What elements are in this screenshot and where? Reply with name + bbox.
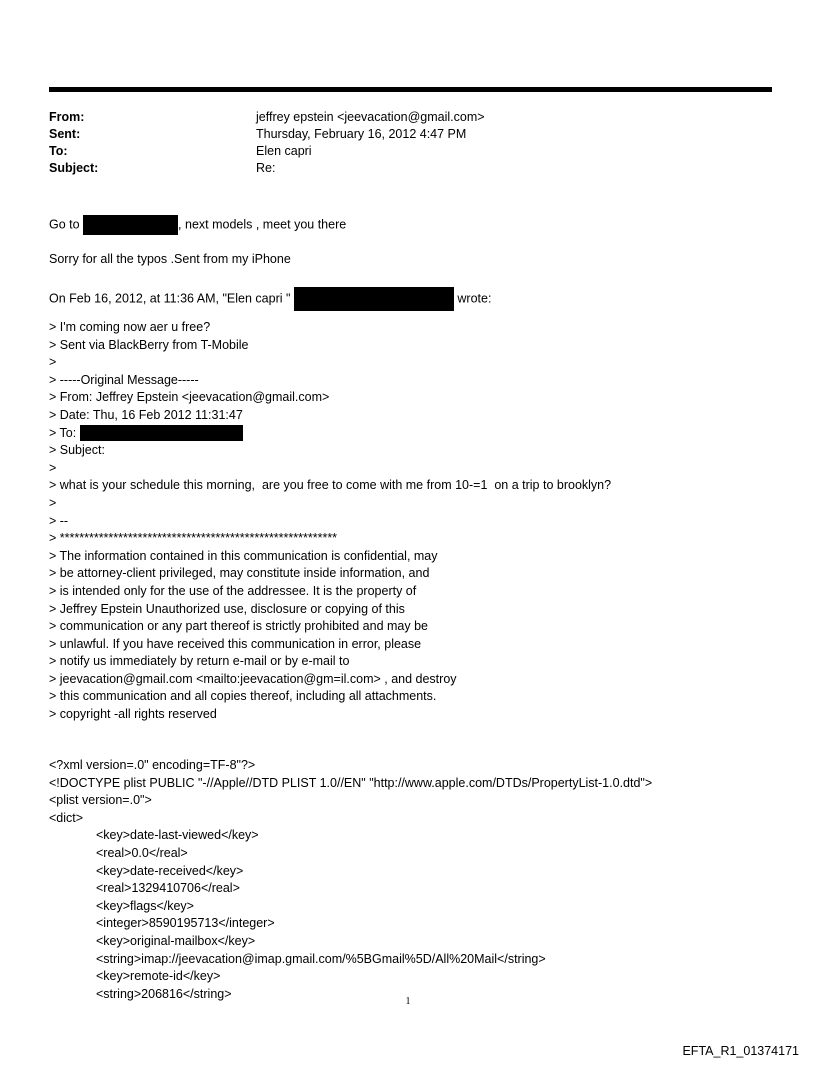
quoted-line: > Subject: <box>49 443 105 458</box>
plist-line: <key>remote-id</key> <box>96 969 221 984</box>
quoted-line: > <box>49 355 57 370</box>
plist-line: <!DOCTYPE plist PUBLIC "-//Apple//DTD PLIST 1.0//EN" "http://www.apple.com/DTDs/PropertyList-1.0.dtd"> <box>49 775 653 790</box>
plist-line: <key>date-last-viewed</key> <box>96 828 259 843</box>
page-number: 1 <box>405 996 411 1007</box>
quoted-line: > copyright -all rights reserved <box>49 707 217 722</box>
to-label: To: <box>49 144 68 158</box>
email-header <box>49 109 485 177</box>
quoted-line: > ********************************************************* <box>49 531 338 546</box>
redaction-box <box>83 215 178 235</box>
plist-line: <key>original-mailbox</key> <box>96 933 256 948</box>
to-value: Elen capri <box>256 144 312 158</box>
quoted-line: > notify us immediately by return e-mail or by e-mail to <box>49 654 350 669</box>
quoted-message <box>49 319 611 724</box>
quoted-line: > be attorney-client privileged, may constitute inside information, and <box>49 566 430 581</box>
quoted-line: > I'm coming now aer u free? <box>49 320 211 334</box>
quoted-line: > <box>49 460 57 475</box>
quoted-line: > what is your schedule this morning, are you free to come with me from 10-=1 on a trip to brooklyn? <box>49 478 612 493</box>
header-rule <box>49 87 772 92</box>
from-label: From: <box>49 110 85 124</box>
body-line-3-suffix: wrote: <box>453 291 492 306</box>
plist-block <box>49 757 652 1003</box>
body-line-1-suffix: , next models , meet you there <box>178 217 347 232</box>
quoted-line: > Date: Thu, 16 Feb 2012 11:31:47 <box>49 407 243 422</box>
quoted-line: > Jeffrey Epstein Unauthorized use, disclosure or copying of this <box>49 601 405 616</box>
plist-line: <string>206816</string> <box>96 986 232 1001</box>
subject-row <box>49 160 485 177</box>
quoted-to-label: > To: <box>49 425 80 440</box>
plist-line: <real>1329410706</real> <box>96 881 240 896</box>
plist-line: <?xml version=.0" encoding=TF-8"?> <box>49 758 256 772</box>
body-line-2: Sorry for all the typos .Sent from my iPhone <box>49 252 291 266</box>
quoted-line: > From: Jeffrey Epstein <jeevacation@gmail.com> <box>49 390 330 405</box>
quoted-line: > -- <box>49 513 69 528</box>
quoted-line: > -----Original Message----- <box>49 372 199 387</box>
quoted-line: > is intended only for the use of the addressee. It is the property of <box>49 583 417 598</box>
plist-line: <integer>8590195713</integer> <box>96 916 275 931</box>
from-row <box>49 109 485 126</box>
from-value: jeffrey epstein <jeevacation@gmail.com> <box>256 110 485 124</box>
quoted-line: > Sent via BlackBerry from T-Mobile <box>49 337 249 352</box>
plist-line: <plist version=.0"> <box>49 793 152 808</box>
to-row <box>49 143 485 160</box>
body-line-1-prefix: Go to <box>49 217 84 232</box>
body-line-1 <box>49 215 346 235</box>
plist-line: <real>0.0</real> <box>96 845 188 860</box>
redaction-box <box>80 425 243 441</box>
quoted-line: > unlawful. If you have received this communication in error, please <box>49 636 422 651</box>
plist-line: <key>date-received</key> <box>96 863 244 878</box>
quoted-line: > <box>49 495 57 510</box>
sent-value: Thursday, February 16, 2012 4:47 PM <box>256 127 467 141</box>
quoted-line: > The information contained in this communication is confidential, may <box>49 548 438 563</box>
quoted-line: > communication or any part thereof is strictly prohibited and may be <box>49 619 429 634</box>
redaction-box <box>294 287 454 311</box>
quoted-line: > this communication and all copies thereof, including all attachments. <box>49 689 437 704</box>
document-id: EFTA_R1_01374171 <box>682 1044 799 1058</box>
plist-line: <key>flags</key> <box>96 898 194 913</box>
quoted-line: > jeevacation@gmail.com <mailto:jeevacation@gm=il.com> , and destroy <box>49 671 457 686</box>
body-line-3 <box>49 287 491 311</box>
subject-value: Re: <box>256 161 276 175</box>
body-line-3-prefix: On Feb 16, 2012, at 11:36 AM, "Elen capri " <box>49 291 294 306</box>
subject-label: Subject: <box>49 161 99 175</box>
quoted-line-to <box>49 425 611 443</box>
sent-row <box>49 126 485 143</box>
sent-label: Sent: <box>49 127 81 141</box>
plist-line: <string>imap://jeevacation@imap.gmail.com/%5BGmail%5D/All%20Mail</string> <box>96 951 546 966</box>
plist-line: <dict> <box>49 810 84 825</box>
